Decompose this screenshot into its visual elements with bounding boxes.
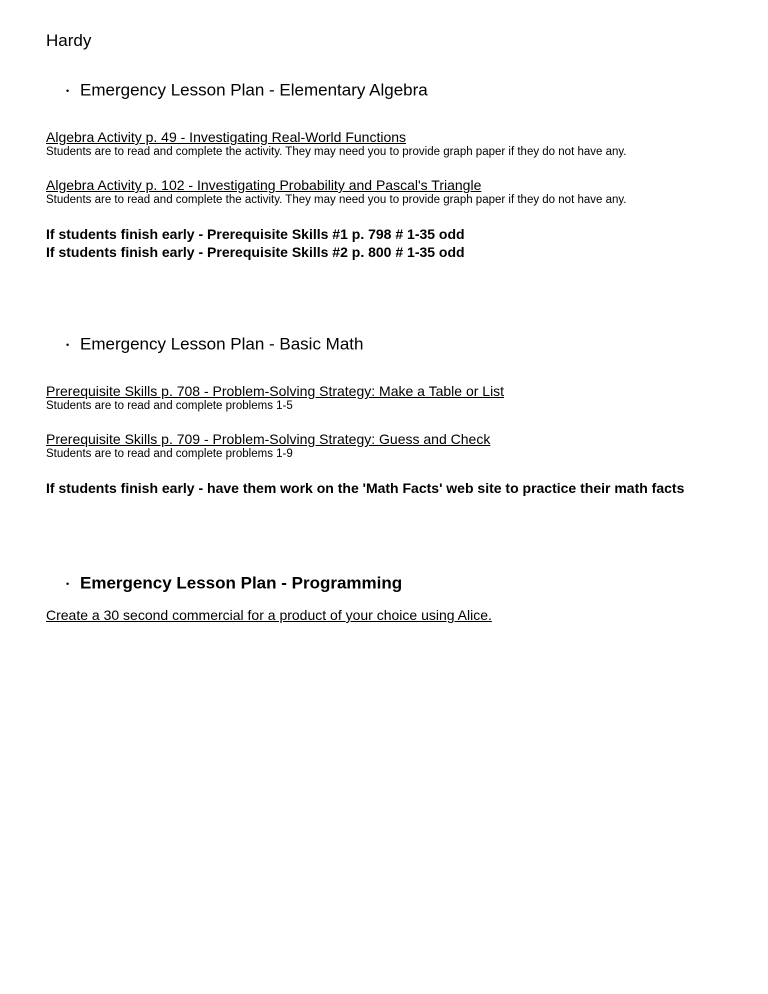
activity-description: Students are to read and complete problems 1-9 — [46, 448, 293, 460]
activity-link[interactable]: Create a 30 second commercial for a product of your choice using Alice. — [46, 607, 492, 623]
bullet-icon: • — [66, 339, 70, 350]
bullet-icon: • — [66, 85, 70, 96]
activity-item — [46, 383, 504, 413]
section-title: Emergency Lesson Plan - Elementary Algebra — [80, 80, 428, 100]
activity-description: Students are to read and complete the activity. They may need you to provide graph paper if they do not have any. — [46, 194, 627, 206]
early-finish-note: If students finish early - Prerequisite Skills #1 p. 798 # 1-35 odd — [46, 226, 465, 242]
section-heading-programming — [66, 573, 402, 594]
activity-item — [46, 607, 492, 623]
section-title: Emergency Lesson Plan - Programming — [80, 573, 403, 593]
activity-item — [46, 431, 490, 461]
author-name: Hardy — [46, 31, 92, 50]
activity-link[interactable]: Algebra Activity p. 49 - Investigating Real-World Functions — [46, 129, 407, 145]
activity-description: Students are to read and complete the activity. They may need you to provide graph paper if they do not have any. — [46, 146, 627, 158]
bullet-icon: • — [66, 578, 70, 589]
section-title: Emergency Lesson Plan - Basic Math — [80, 334, 364, 354]
activity-link[interactable]: Prerequisite Skills p. 709 - Problem-Solving Strategy: Guess and Check — [46, 431, 491, 447]
activity-description: Students are to read and complete problems 1-5 — [46, 400, 293, 412]
early-finish-note: If students finish early - have them work on the 'Math Facts' web site to practice their math facts — [46, 480, 685, 496]
section-heading-elementary-algebra — [66, 80, 428, 101]
early-finish-note: If students finish early - Prerequisite Skills #2 p. 800 # 1-35 odd — [46, 244, 465, 260]
activity-item — [46, 129, 626, 159]
activity-item — [46, 177, 626, 207]
activity-link[interactable]: Prerequisite Skills p. 708 - Problem-Solving Strategy: Make a Table or List — [46, 383, 505, 399]
activity-link[interactable]: Algebra Activity p. 102 - Investigating Probability and Pascal's Triangle — [46, 177, 482, 193]
section-heading-basic-math — [66, 334, 363, 355]
